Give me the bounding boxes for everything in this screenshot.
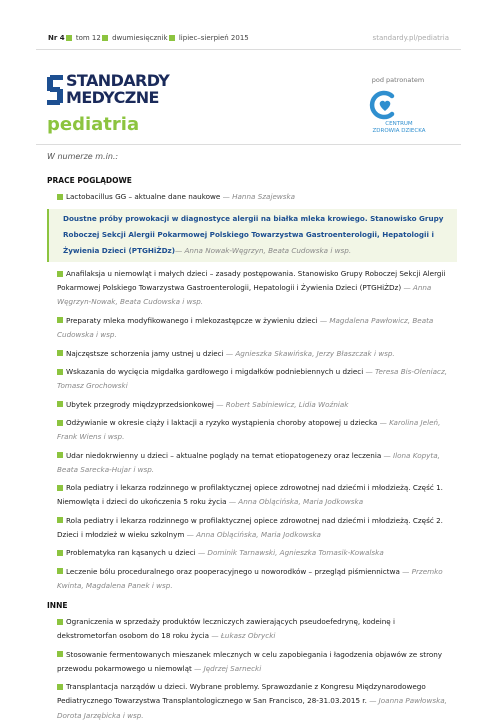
list-item[interactable] (47, 615, 457, 643)
article-authors: — Agnieszka Skawińska, Jerzy Błaszczak i wsp. (225, 348, 395, 358)
bullet-icon (57, 271, 63, 277)
logo-line-2: MEDYCZNE (66, 88, 159, 107)
logo-wordmark (66, 72, 169, 106)
journal-logo (47, 72, 207, 112)
table-of-contents (47, 148, 457, 727)
patronage-name-line-1: CENTRUM (385, 121, 413, 127)
article-title: Najczęstsze schorzenia jamy ustnej u dzieci (66, 348, 224, 358)
section-title: INNE (47, 601, 68, 611)
list-item[interactable] (47, 648, 457, 676)
article-authors: — Łukasz Obrycki (211, 631, 276, 641)
article-authors: — Anna Nowak-Węgrzyn, Beata Cudowska i wsp. (175, 246, 352, 256)
bullet-icon (57, 550, 63, 556)
article-title: Stosowanie fermentowanych mieszanek mlecznych w celu zapobiegania i łagodzenia objawów ze strony przewodu pokarmowego u niemowląt (57, 649, 443, 673)
list-item[interactable] (47, 398, 457, 412)
article-authors: — Jędrzej Sarnecki (194, 663, 262, 673)
article-authors: — Ilona Kopyta, Beata Sarecka-Hujar i wsp. (57, 450, 440, 474)
article-title: Lactobacillus GG – aktualne dane naukowe (66, 192, 221, 202)
article-authors: — Teresa Bis-Oleniacz, Tomasz Grochowski (57, 367, 448, 391)
bullet-icon (57, 194, 63, 200)
list-item[interactable] (47, 365, 457, 393)
article-title: Rola pediatry i lekarza rodzinnego w profilaktycznej opiece zdrowotnej nad dziećmi i młodzieżą. Część 1. Niemowlęta i dzieci do ukończenia 5 roku życia (57, 483, 443, 507)
article-authors: — Magdalena Pawłowicz, Beata Cudowska i wsp. (57, 315, 434, 340)
article-authors: — Robert Sabiniewicz, Lidia Woźniak (216, 399, 349, 409)
heart-c-logo-icon (366, 87, 404, 123)
article-title: Ubytek przegrody międzyprzedsionkowej (66, 399, 214, 409)
article-authors: — Przemko Kwinta, Magdalena Panek i wsp. (57, 566, 443, 590)
article-title: Leczenie bólu proceduralnego oraz pooperacyjnego u noworodków – przegląd piśmiennictwa (66, 566, 400, 576)
featured-article[interactable] (47, 209, 457, 263)
site-url[interactable]: standardy.pl/pediatria (372, 34, 449, 42)
section-title: PRACE POGLĄDOWE (47, 176, 132, 186)
logo-line-1: STANDARDY (66, 71, 170, 90)
contents-intro: W numerze m.in.: (47, 152, 119, 161)
bullet-icon (57, 420, 63, 426)
article-title: Doustne próby prowokacji w diagnostyce alergii na białka mleka krowiego. Stanowisko Grupy Roboczej Sekcji Alergii Pokarmowej Polskiego Towarzystwa Gastroenterologii, Hepatologii i Żywienia Dzieci (PTGHiŻDz) (63, 213, 444, 256)
bullet-icon (57, 452, 63, 458)
issue-date: lipiec–sierpień 2015 (178, 34, 249, 42)
bullet-icon (57, 350, 63, 356)
issue-info (48, 34, 249, 42)
frequency: dwumiesięcznik (112, 34, 168, 42)
bullet-icon (102, 35, 108, 41)
list-item[interactable] (47, 314, 457, 342)
article-title: Odżywianie w okresie ciąży i laktacji a ryzyko wystąpienia choroby atopowej u dziecka (66, 418, 378, 428)
article-title: Problematyka ran kąsanych u dzieci (66, 548, 196, 558)
article-authors: — Hanna Szajewska (222, 192, 296, 202)
bullet-icon (57, 485, 63, 491)
list-item[interactable] (47, 481, 457, 509)
bullet-icon (57, 401, 63, 407)
list-item[interactable] (47, 267, 457, 309)
journal-subtitle: pediatria (47, 114, 140, 135)
patronage-name (356, 121, 442, 135)
list-item[interactable] (47, 190, 457, 204)
article-authors: — Anna Węgrzyn-Nowak, Beata Cudowska i wsp. (57, 283, 432, 307)
bullet-icon (57, 619, 63, 625)
bullet-icon (57, 517, 63, 523)
article-title: Preparaty mleka modyfikowanego i mlekozastępcze w żywieniu dzieci (66, 315, 318, 325)
article-authors: — Joanna Pawłowska, Dorota Jarzębicka i wsp. (57, 696, 447, 720)
bullet-icon (57, 651, 63, 657)
logo-s-mark-icon (47, 75, 63, 105)
article-title: Rola pediatry i lekarza rodzinnego w profilaktycznej opiece zdrowotnej nad dziećmi i młodzieżą. Część 2. Dzieci i młodzież w wieku szkolnym (57, 515, 443, 539)
article-authors: — Dominik Tarnawski, Agnieszka Tomasik-Kowalska (197, 548, 384, 558)
bullet-icon (57, 369, 63, 375)
list-item[interactable] (47, 565, 457, 593)
bullet-icon (57, 317, 63, 323)
patronage-label: pod patronatem (371, 76, 425, 84)
article-title: Ograniczenia w sprzedaży produktów leczniczych zawierających pseudoefedrynę, kodeinę i dekstrometorfan osobom do 18 roku życia (57, 617, 396, 641)
patronage-name-line-2: ZDROWIA DZIECKA (372, 128, 426, 134)
header-bar (36, 31, 461, 50)
article-title: Anafilaksja u niemowląt i małych dzieci – zasady postępowania. Stanowisko Grupy Roboczej Sekcji Alergii Pokarmowej Polskiego Towarzystwa Gastroenterologii, Hepatologii i Żywienia Dzieci (PTGHiŻDz) (57, 269, 446, 293)
volume: tom 12 (75, 34, 101, 42)
article-title: Wskazania do wycięcia migdałka gardłowego i migdałków podniebiennych u dzieci (66, 367, 364, 377)
list-item[interactable] (47, 416, 457, 444)
list-item[interactable] (47, 680, 457, 722)
bullet-icon (169, 35, 175, 41)
header-divider (36, 144, 461, 145)
article-authors: — Anna Oblącińska, Maria Jodkowska (186, 529, 321, 539)
article-authors: — Anna Oblącińska, Maria Jodkowska (228, 497, 364, 507)
article-title: Transplantacja narządów u dzieci. Wybrane problemy. Sprawozdanie z Kongresu Międzynarodowego Pediatrycznego Towarzystwa Transplantologicznego w San Francisco, 28-31.03.2015 r. (57, 682, 426, 706)
list-item[interactable] (47, 546, 457, 560)
list-item[interactable] (47, 514, 457, 542)
article-title: Udar niedokrwienny u dzieci – aktualne poglądy na temat etiopatogenezy oraz leczenia (66, 450, 382, 460)
list-item[interactable] (47, 347, 457, 361)
bullet-icon (66, 35, 72, 41)
list-item[interactable] (47, 449, 457, 477)
bullet-icon (57, 568, 63, 574)
issue-number: Nr 4 (48, 34, 65, 42)
bullet-icon (57, 684, 63, 690)
article-authors: — Karolina Jeleń, Frank Wiens i wsp. (57, 418, 441, 442)
